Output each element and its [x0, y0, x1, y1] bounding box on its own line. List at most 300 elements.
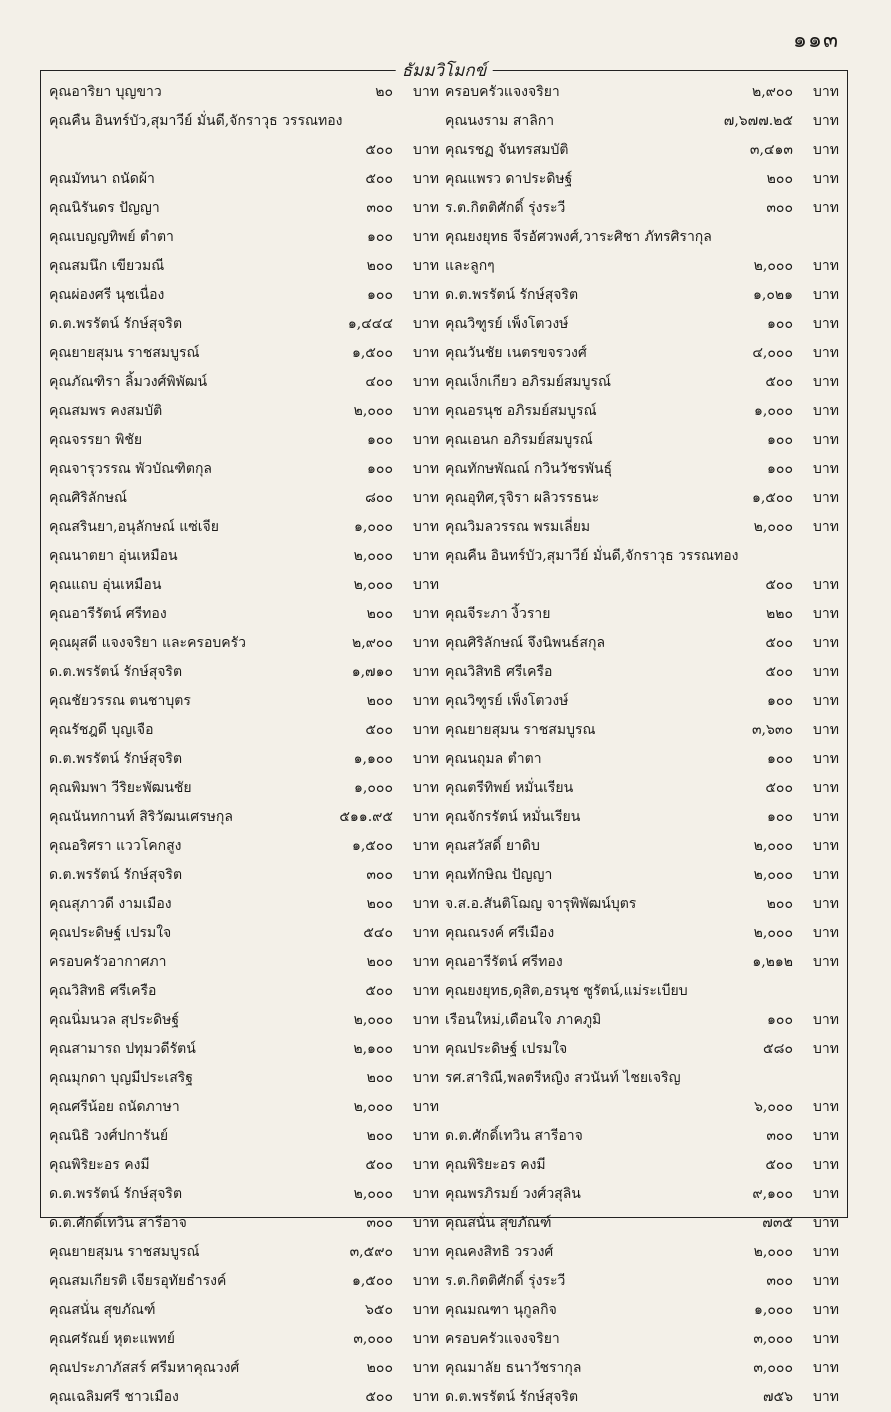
- currency-label: บาท: [813, 345, 839, 361]
- donation-amount: ๑,๔๔๔: [347, 316, 393, 332]
- donor-name: คุณสมนึก เขียวมณี: [49, 258, 165, 274]
- donor-row: [445, 745, 843, 774]
- donor-name: คุณชัยวรรณ ตนชาบุตร: [49, 693, 191, 709]
- currency-label: บาท: [413, 316, 439, 332]
- donor-row: [445, 919, 843, 948]
- donor-name: คุณนงราม สาลิกา: [445, 113, 555, 129]
- donation-amount: ๕๐๐: [765, 1157, 793, 1173]
- donor-name: คุณคงสิทธิ วรวงศ์: [445, 1244, 554, 1260]
- donor-row: [445, 687, 843, 716]
- donor-row: [445, 600, 843, 629]
- donor-row: [445, 513, 843, 542]
- currency-label: บาท: [413, 1128, 439, 1144]
- donation-amount: ๑,๐๐๐: [754, 403, 793, 419]
- donor-row: [49, 687, 443, 716]
- donation-amount: ๒,๐๐๐: [753, 519, 793, 535]
- donation-amount: ๑๐๐: [367, 461, 393, 477]
- donor-name: คุณศรีน้อย ถนัดภาษา: [49, 1099, 180, 1115]
- currency-label: บาท: [413, 635, 439, 651]
- donor-row: [49, 1006, 443, 1035]
- donation-amount: ๓๐๐: [766, 1273, 793, 1289]
- donor-row: [49, 455, 443, 484]
- donor-name: คุณวิสิทธิ ศรีเครือ: [49, 983, 157, 999]
- donor-name: คุณยงยุทธ,ดุสิต,อรนุช ซูรัตน์,แม่ระเบียบ: [445, 983, 688, 999]
- donor-name: ร.ต.กิตติศักดิ์ รุ่งระวี: [445, 200, 566, 216]
- currency-label: บาท: [413, 403, 439, 419]
- currency-label: บาท: [413, 1070, 439, 1086]
- page-number: ๑๑๓: [793, 28, 839, 53]
- donor-name: คุณยายสุมน ราชสมบูรณ์: [49, 345, 200, 361]
- currency-label: บาท: [813, 113, 839, 129]
- donor-row: [49, 310, 443, 339]
- donor-name: คุณมณฑา นุกูลกิจ: [445, 1302, 557, 1318]
- donation-amount: ๓๐๐: [366, 1215, 393, 1231]
- currency-label: บาท: [813, 287, 839, 303]
- donor-name: ครอบครัวอากาศภา: [49, 954, 167, 970]
- donation-amount: ๓๐๐: [766, 200, 793, 216]
- donor-name: คุณจีระภา งิ้วราย: [445, 606, 551, 622]
- donor-row: [445, 107, 843, 136]
- donation-amount: ๒๐๐: [366, 258, 393, 274]
- donation-amount: ๘๐๐: [365, 490, 393, 506]
- donor-name: คุณนถุมล ตำตา: [445, 751, 542, 767]
- donation-amount: ๒๐๐: [366, 1070, 393, 1086]
- donor-name: ด.ต.พรรัตน์ รักษ์สุจริต: [445, 1389, 579, 1405]
- donor-row: [445, 1122, 843, 1151]
- donation-amount: ๑๐๐: [367, 432, 393, 448]
- currency-label: บาท: [813, 867, 839, 883]
- donation-amount: ๔๐๐: [365, 374, 393, 390]
- donation-amount: ๕๐๐: [365, 722, 393, 738]
- donor-name: ครอบครัวแจงจริยา: [445, 1331, 560, 1347]
- donation-amount: ๕๐๐: [765, 780, 793, 796]
- donor-row: [49, 252, 443, 281]
- currency-label: บาท: [813, 1331, 839, 1347]
- currency-label: บาท: [813, 258, 839, 274]
- currency-label: บาท: [413, 1186, 439, 1202]
- donation-amount: ๑,๐๐๐: [354, 519, 393, 535]
- donor-name: เรือนใหม่,เดือนใจ ภาคภูมิ: [445, 1012, 602, 1028]
- donation-amount: ๒,๐๐๐: [353, 1099, 393, 1115]
- donor-name: คุณสวัสดิ์ ยาดิบ: [445, 838, 540, 854]
- donor-name: ด.ต.พรรัตน์ รักษ์สุจริต: [49, 867, 183, 883]
- donor-row: [445, 1267, 843, 1296]
- donor-row: [445, 977, 843, 1006]
- currency-label: บาท: [413, 780, 439, 796]
- currency-label: บาท: [413, 751, 439, 767]
- donation-amount: ๒๐๐: [766, 171, 793, 187]
- currency-label: บาท: [413, 1099, 439, 1115]
- currency-label: บาท: [813, 751, 839, 767]
- donor-name: คุณวิฑูรย์ เพ็งโตวงษ์: [445, 693, 569, 709]
- donor-name: คุณอารีรัตน์ ศรีทอง: [49, 606, 167, 622]
- donation-amount: ๕๑๑.๙๕: [339, 809, 393, 825]
- donor-name: คุณตรีทิพย์ หมั่นเรียน: [445, 780, 574, 796]
- donor-row: [49, 1325, 443, 1354]
- left-donor-column: [49, 78, 443, 1412]
- currency-label: บาท: [813, 316, 839, 332]
- donor-name: คุณเอนก อภิรมย์สมบูรณ์: [445, 432, 593, 448]
- donor-row: [49, 223, 443, 252]
- currency-label: บาท: [413, 84, 439, 100]
- currency-label: บาท: [413, 171, 439, 187]
- donation-amount: ๒๐๐: [366, 693, 393, 709]
- donation-amount: ๑,๕๐๐: [351, 838, 393, 854]
- donor-name: คุณมาลัย ธนาวัชรากุล: [445, 1360, 582, 1376]
- donor-name: คุณศรัณย์ หุตะแพทย์: [49, 1331, 175, 1347]
- donation-amount: ๒,๙๐๐: [351, 635, 393, 651]
- donor-row: [445, 571, 843, 600]
- donation-amount: ๑,๗๑๐: [351, 664, 393, 680]
- donor-row: [445, 1180, 843, 1209]
- donor-name: ร.ต.กิตติศักดิ์ รุ่งระวี: [445, 1273, 566, 1289]
- currency-label: บาท: [813, 490, 839, 506]
- donor-row: [445, 165, 843, 194]
- donation-amount: ๑,๑๐๐: [353, 751, 393, 767]
- currency-label: บาท: [413, 577, 439, 593]
- donor-name: คุณนิรันดร ปัญญา: [49, 200, 160, 216]
- donation-amount: ๑,๐๐๐: [354, 780, 393, 796]
- donation-amount: ๒๐๐: [366, 1360, 393, 1376]
- donor-row: [49, 165, 443, 194]
- currency-label: บาท: [413, 142, 439, 158]
- donor-row: [49, 1122, 443, 1151]
- donation-amount: ๑๐๐: [367, 287, 393, 303]
- currency-label: บาท: [813, 1244, 839, 1260]
- currency-label: บาท: [813, 606, 839, 622]
- currency-label: บาท: [813, 1215, 839, 1231]
- donor-row: [49, 803, 443, 832]
- currency-label: บาท: [413, 287, 439, 303]
- currency-label: บาท: [413, 606, 439, 622]
- currency-label: บาท: [813, 519, 839, 535]
- donor-name: คุณพิริยะอร คงมี: [445, 1157, 546, 1173]
- donation-amount: ๒๐๐: [366, 1128, 393, 1144]
- donor-row: [445, 1296, 843, 1325]
- currency-label: บาท: [813, 1273, 839, 1289]
- donor-row: [445, 455, 843, 484]
- donation-amount: ๕๐๐: [365, 1157, 393, 1173]
- currency-label: บาท: [413, 809, 439, 825]
- donor-name: คุณเฉลิมศรี ชาวเมือง: [49, 1389, 179, 1405]
- donation-amount: ๓,๔๑๓: [749, 142, 793, 158]
- currency-label: บาท: [813, 432, 839, 448]
- donation-amount: ๑๐๐: [367, 229, 393, 245]
- donor-row: [445, 368, 843, 397]
- currency-label: บาท: [813, 1186, 839, 1202]
- donation-amount: ๒,๐๐๐: [353, 548, 393, 564]
- donor-name: คุณอรนุช อภิรมย์สมบูรณ์: [445, 403, 597, 419]
- donor-list-frame: [40, 61, 848, 1405]
- currency-label: บาท: [813, 1041, 839, 1057]
- donor-row: [49, 368, 443, 397]
- currency-label: บาท: [413, 693, 439, 709]
- donor-row: [445, 1035, 843, 1064]
- right-donor-column: [445, 78, 843, 1412]
- donor-row: [49, 426, 443, 455]
- currency-label: บาท: [813, 722, 839, 738]
- donation-amount: ๑,๐๒๑: [753, 287, 793, 303]
- donor-row: [445, 1209, 843, 1238]
- donor-row: [49, 484, 443, 513]
- currency-label: บาท: [413, 1273, 439, 1289]
- donor-row: [49, 977, 443, 1006]
- donor-name: ครอบครัวแจงจริยา: [445, 84, 560, 100]
- currency-label: บาท: [813, 1012, 839, 1028]
- donor-row: [49, 339, 443, 368]
- currency-label: บาท: [413, 838, 439, 854]
- donor-row: [445, 426, 843, 455]
- donor-name: คุณจารุวรรณ พัวบัณฑิตกุล: [49, 461, 213, 477]
- donor-name: รศ.สาริณี,พลตรีหญิง สวนันท์ ไชยเจริญ: [445, 1070, 681, 1086]
- donation-amount: ๑๐๐: [767, 1012, 793, 1028]
- donor-row: [49, 1354, 443, 1383]
- donor-row: [49, 107, 443, 136]
- donation-amount: ๒๐๐: [766, 896, 793, 912]
- donor-name: คุณคืน อินทร์บัว,สุมาวีย์ มั่นดี,จักราวุธ วรรณทอง: [445, 548, 739, 564]
- donor-row: [445, 861, 843, 890]
- currency-label: บาท: [813, 896, 839, 912]
- donor-row: [445, 948, 843, 977]
- donor-name: ด.ต.พรรัตน์ รักษ์สุจริต: [49, 1186, 183, 1202]
- donor-row: [49, 281, 443, 310]
- donor-row: [445, 1006, 843, 1035]
- donor-row: [49, 600, 443, 629]
- donor-name: คุณนาตยา อุ่นเหมือน: [49, 548, 178, 564]
- donor-row: [445, 136, 843, 165]
- donor-row: [445, 542, 843, 571]
- donor-row: [445, 252, 843, 281]
- donor-name: ด.ต.ศักดิ์เทวิน สารีอาจ: [49, 1215, 187, 1231]
- currency-label: บาท: [413, 954, 439, 970]
- donor-name: คุณรัชฎดี บุญเจือ: [49, 722, 154, 738]
- currency-label: บาท: [413, 664, 439, 680]
- donor-row: [49, 861, 443, 890]
- currency-label: บาท: [813, 1128, 839, 1144]
- currency-label: บาท: [413, 867, 439, 883]
- donor-name: คุณสมพร คงสมบัติ: [49, 403, 163, 419]
- currency-label: บาท: [413, 1215, 439, 1231]
- donor-name: คุณวิฑูรย์ เพ็งโตวงษ์: [445, 316, 569, 332]
- donor-name: คุณอริศรา แววโคกสูง: [49, 838, 182, 854]
- donation-amount: ๓,๖๓๐: [751, 722, 793, 738]
- currency-label: บาท: [413, 519, 439, 535]
- donor-row: [49, 1035, 443, 1064]
- donation-amount: ๗๕๖: [762, 1389, 793, 1405]
- donor-row: [445, 658, 843, 687]
- donation-amount: ๕๐๐: [365, 983, 393, 999]
- donor-row: [445, 194, 843, 223]
- currency-label: บาท: [813, 1099, 839, 1115]
- donor-name: คุณสมเกียรติ เจียรอุทัยธำรงค์: [49, 1273, 227, 1289]
- donor-name: คุณประภาภัสสร์ ศรีมหาคุณวงศ์: [49, 1360, 240, 1376]
- donation-amount: ๒๐๐: [366, 896, 393, 912]
- donor-name: คุณทักษพัณณ์ กวินวัชรพันธุ์: [445, 461, 613, 477]
- donation-amount: ๕๐๐: [765, 635, 793, 651]
- donor-name: คุณสุภาวดี งามเมือง: [49, 896, 172, 912]
- donor-name: คุณยงยุทธ จีรอัศวพงศ์,วาระศิชา ภัทรศิรากุล: [445, 229, 712, 245]
- donor-name: จ.ส.อ.สันติโฌญ จารุพิพัฒน์บุตร: [445, 896, 637, 912]
- donor-row: [445, 1383, 843, 1412]
- currency-label: บาท: [813, 1389, 839, 1405]
- donor-row: [49, 1267, 443, 1296]
- currency-label: บาท: [413, 548, 439, 564]
- donation-amount: ๕๐๐: [365, 142, 393, 158]
- currency-label: บาท: [413, 432, 439, 448]
- donation-amount: ๒,๐๐๐: [753, 258, 793, 274]
- donor-name: ด.ต.ศักดิ์เทวิน สารีอาจ: [445, 1128, 583, 1144]
- donation-amount: ๑๐๐: [767, 316, 793, 332]
- donation-amount: ๒๐๐: [366, 606, 393, 622]
- donation-amount: ๙,๑๐๐: [752, 1186, 793, 1202]
- donor-name: คุณสรินยา,อนุลักษณ์ แซ่เจีย: [49, 519, 219, 535]
- donation-amount: ๒๒๐: [765, 606, 793, 622]
- currency-label: บาท: [413, 258, 439, 274]
- donation-amount: ๓,๐๐๐: [753, 1360, 793, 1376]
- donor-row: [49, 716, 443, 745]
- donation-amount: ๗,๖๗๗.๒๕: [723, 113, 793, 129]
- currency-label: บาท: [413, 1331, 439, 1347]
- donor-row: [445, 339, 843, 368]
- donation-amount: ๕๔๐: [363, 925, 393, 941]
- donor-row: [445, 1064, 843, 1093]
- donor-row: [49, 832, 443, 861]
- donor-name: คุณภัณฑิรา ลิ้มวงศ์พิพัฒน์: [49, 374, 208, 390]
- donor-name: คุณพรภิรมย์ วงศ์วสุลิน: [445, 1186, 581, 1202]
- donation-amount: ๑,๕๐๐: [751, 490, 793, 506]
- donor-row: [49, 397, 443, 426]
- donor-row: [445, 1093, 843, 1122]
- donor-row: [445, 629, 843, 658]
- donation-amount: ๔,๐๐๐: [752, 345, 793, 361]
- currency-label: บาท: [413, 722, 439, 738]
- donor-name: คุณจรรยา พิชัย: [49, 432, 143, 448]
- currency-label: บาท: [413, 229, 439, 245]
- donor-row: [445, 1238, 843, 1267]
- section-title: ธัมมวิโมกข์: [396, 57, 493, 84]
- currency-label: บาท: [813, 635, 839, 651]
- donation-amount: ๓,๐๐๐: [753, 1331, 793, 1347]
- donor-row: [49, 542, 443, 571]
- currency-label: บาท: [413, 1157, 439, 1173]
- donor-name: คุณประดิษฐ์ เปรมใจ: [49, 925, 172, 941]
- currency-label: บาท: [813, 1157, 839, 1173]
- donor-row: [49, 1151, 443, 1180]
- donor-name: คุณประดิษฐ์ เปรมใจ: [445, 1041, 568, 1057]
- donor-row: [49, 658, 443, 687]
- donor-name: คุณเบญญทิพย์ ตำตา: [49, 229, 174, 245]
- donation-amount: ๑๐๐: [767, 693, 793, 709]
- donor-name: คุณผุสดี แจงจริยา และครอบครัว: [49, 635, 246, 651]
- donation-amount: ๑๐๐: [767, 432, 793, 448]
- currency-label: บาท: [413, 1302, 439, 1318]
- donor-name: คุณมุกดา บุญมีประเสริฐ: [49, 1070, 194, 1086]
- donor-name: คุณวิมลวรรณ พรมเลี่ยม: [445, 519, 591, 535]
- donation-amount: ๒๐๐: [366, 954, 393, 970]
- donation-amount: ๕๘๐: [763, 1041, 793, 1057]
- currency-label: บาท: [813, 142, 839, 158]
- donor-row: [445, 484, 843, 513]
- donor-name: คุณพิมพา วีริยะพัฒนชัย: [49, 780, 192, 796]
- currency-label: บาท: [413, 983, 439, 999]
- donation-amount: ๕๐๐: [365, 171, 393, 187]
- currency-label: บาท: [413, 490, 439, 506]
- donor-row: [49, 919, 443, 948]
- donation-amount: ๒,๐๐๐: [353, 577, 393, 593]
- currency-label: บาท: [813, 954, 839, 970]
- currency-label: บาท: [413, 1041, 439, 1057]
- donation-amount: ๒,๐๐๐: [353, 1012, 393, 1028]
- donor-name: คุณนันทกานท์ สิริวัฒนเศรษกุล: [49, 809, 233, 825]
- donor-name: ด.ต.พรรัตน์ รักษ์สุจริต: [445, 287, 579, 303]
- donation-amount: ๒๐: [375, 84, 393, 100]
- currency-label: บาท: [413, 374, 439, 390]
- donor-row: [445, 223, 843, 252]
- currency-label: บาท: [813, 664, 839, 680]
- donor-row: [49, 774, 443, 803]
- donation-amount: ๒,๐๐๐: [753, 867, 793, 883]
- donor-row: [49, 194, 443, 223]
- donation-amount: ๓๐๐: [366, 200, 393, 216]
- donor-name: คุณเง็กเกียว อภิรมย์สมบูรณ์: [445, 374, 611, 390]
- donation-amount: ๒,๙๐๐: [751, 84, 793, 100]
- donor-name: ด.ต.พรรัตน์ รักษ์สุจริต: [49, 664, 183, 680]
- donation-amount: ๒,๐๐๐: [353, 403, 393, 419]
- donation-amount: ๑๐๐: [767, 809, 793, 825]
- donor-row: [49, 1209, 443, 1238]
- donation-amount: ๒,๐๐๐: [753, 925, 793, 941]
- donor-name: คุณพิริยะอร คงมี: [49, 1157, 150, 1173]
- donor-name: คุณคืน อินทร์บัว,สุมาวีย์ มั่นดี,จักราวุธ วรรณทอง: [49, 113, 343, 129]
- donor-row: [445, 1151, 843, 1180]
- donor-row: [445, 774, 843, 803]
- donor-name: คุณจักรรัตน์ หมั่นเรียน: [445, 809, 581, 825]
- donor-row: [445, 310, 843, 339]
- donation-amount: ๓๐๐: [766, 1128, 793, 1144]
- donor-row: [49, 78, 443, 107]
- currency-label: บาท: [413, 461, 439, 477]
- donor-name: คุณศิริลักษณ์: [49, 490, 128, 506]
- donor-name: คุณอุทิศ,รุจิรา ผลิวรรธนะ: [445, 490, 600, 506]
- donor-name: คุณรชฏ จันทรสมบัติ: [445, 142, 569, 158]
- donation-amount: ๒,๑๐๐: [353, 1041, 393, 1057]
- donation-amount: ๑๐๐: [767, 461, 793, 477]
- donor-name: และลูกๆ: [445, 258, 495, 274]
- donation-amount: ๓,๕๙๐: [349, 1244, 393, 1260]
- donor-row: [445, 716, 843, 745]
- donation-amount: ๑๐๐: [767, 751, 793, 767]
- currency-label: บาท: [413, 345, 439, 361]
- donor-row: [49, 1064, 443, 1093]
- donor-row: [49, 890, 443, 919]
- currency-label: บาท: [813, 693, 839, 709]
- donor-row: [49, 571, 443, 600]
- donor-name: คุณนิ่มนวล สุประดิษฐ์: [49, 1012, 180, 1028]
- donation-amount: ๑,๕๐๐: [351, 1273, 393, 1289]
- currency-label: บาท: [413, 925, 439, 941]
- donor-name: คุณสนั่น สุขภัณฑ์: [49, 1302, 156, 1318]
- donation-amount: ๒,๐๐๐: [353, 1186, 393, 1202]
- donor-row: [49, 1180, 443, 1209]
- donation-amount: ๗๓๕: [762, 1215, 793, 1231]
- currency-label: บาท: [813, 780, 839, 796]
- currency-label: บาท: [813, 1360, 839, 1376]
- currency-label: บาท: [813, 925, 839, 941]
- donation-amount: ๒,๐๐๐: [753, 838, 793, 854]
- donor-row: [445, 281, 843, 310]
- donation-amount: ๕๐๐: [765, 664, 793, 680]
- currency-label: บาท: [813, 84, 839, 100]
